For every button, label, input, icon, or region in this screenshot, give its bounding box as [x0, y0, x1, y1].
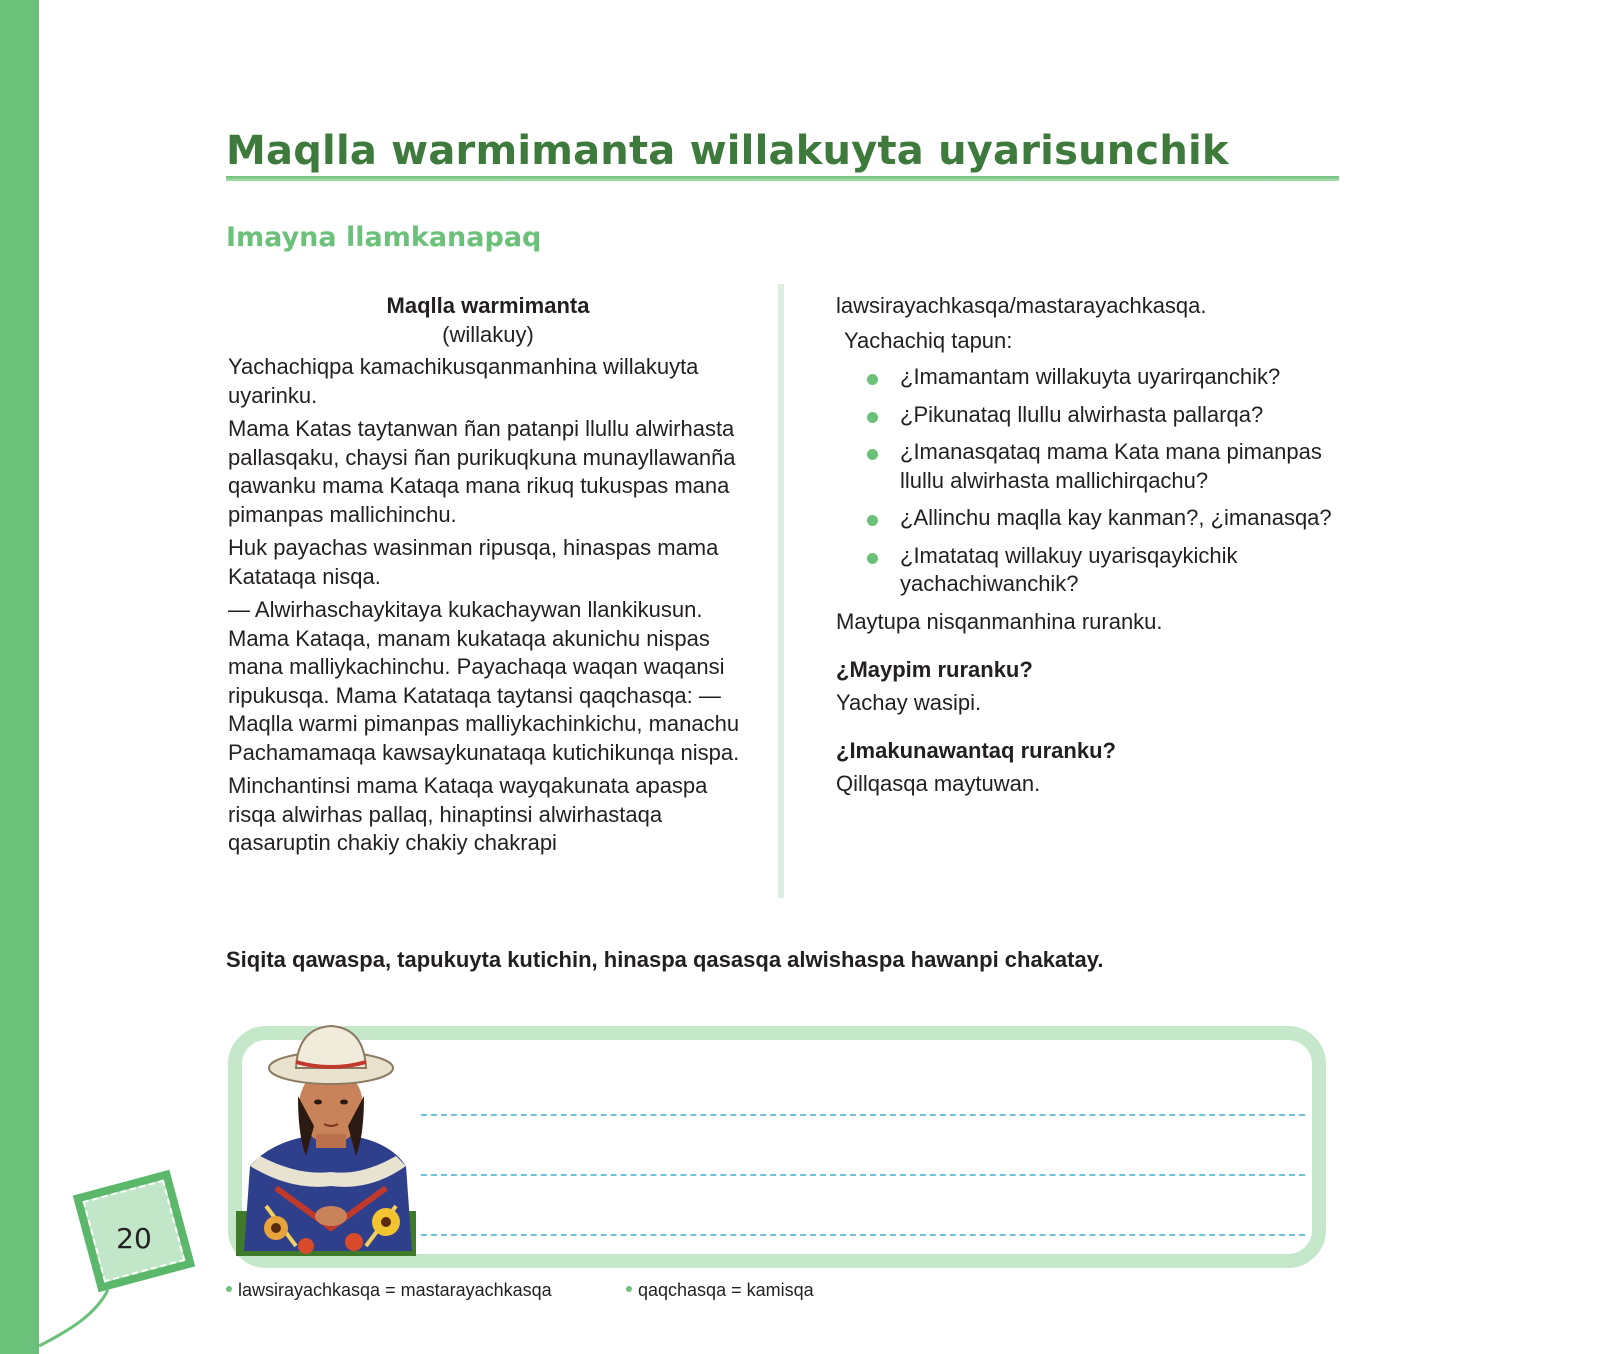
- section-subtitle: Imayna llamkanapaq: [226, 222, 542, 253]
- story-title: Maqlla warmimanta: [386, 293, 590, 318]
- materials-heading: ¿Imakunawantaq ruranku?: [836, 738, 1116, 763]
- questions-intro: Yachachiq tapun:: [844, 327, 1013, 353]
- answer-line-1[interactable]: [421, 1114, 1305, 1116]
- kite-string: [0, 0, 140, 1354]
- story-genre: (willakuy): [442, 321, 534, 347]
- bullet-dot-icon: [626, 1286, 632, 1292]
- story-paragraph: Huk payachas wasinman ripusqa, hinaspas mama Katataqa nisqa.: [228, 535, 719, 589]
- page-number: 20: [116, 1222, 152, 1255]
- where-answer: Yachay wasipi.: [836, 689, 982, 715]
- question-item: ¿Allinchu maqlla kay kanman?, ¿imanasqa?: [900, 504, 1356, 533]
- answer-line-2[interactable]: [421, 1174, 1305, 1176]
- answer-line-3[interactable]: [421, 1234, 1305, 1236]
- column-divider: [778, 284, 784, 898]
- after-questions-text: Maytupa nisqanmanhina ruranku.: [836, 608, 1163, 634]
- glossary-item: [626, 1280, 814, 1301]
- story-continuation: lawsirayachkasqa/mastarayachkasqa.: [836, 293, 1207, 318]
- question-item: ¿Imanasqataq mama Kata mana pimanpas llullu alwirhasta mallichirqachu?: [900, 438, 1356, 495]
- question-item: ¿Imatataq willakuy uyarisqaykichik yachachiwanchik?: [900, 542, 1356, 599]
- page-title: Maqlla warmimanta willakuyta uyarisunchik: [226, 128, 1229, 174]
- activity-column: [836, 292, 1356, 798]
- where-heading: ¿Maypim ruranku?: [836, 657, 1033, 682]
- materials-answer: Qillqasqa maytuwan.: [836, 770, 1041, 796]
- story-paragraph: Minchantinsi mama Kataqa wayqakunata apaspa risqa alwirhas pallaq, hinaptinsi alwirhastaqa qasaruptin chakiy chakiy chakrapi: [228, 773, 708, 855]
- story-column: [228, 292, 748, 863]
- story-paragraph: Yachachiqpa kamachikusqanmanhina willakuyta uyarinku.: [228, 354, 699, 408]
- title-underline: [226, 176, 1339, 181]
- glossary-item: [226, 1280, 552, 1301]
- activity-instruction: Siqita qawaspa, tapukuyta kutichin, hinaspa qasasqa alwishaspa hawanpi chakatay.: [226, 947, 1104, 972]
- glossary-text: qaqchasqa = kamisqa: [638, 1280, 814, 1300]
- story-paragraph: Mama Katas taytanwan ñan patanpi llullu alwirhasta pallasqaku, chaysi ñan purikuqkuna munayllawanña qawanku mama Kataqa mana rikuq tukuspas mana pimanpas mallichinchu.: [228, 416, 736, 527]
- question-item: ¿Imamantam willakuyta uyarirqanchik?: [900, 363, 1356, 392]
- question-item: ¿Pikunataq llullu alwirhasta pallarqa?: [900, 401, 1356, 430]
- story-paragraph: — Alwirhaschaykitaya kukachaywan llankikusun. Mama Kataqa, manam kukataqa akunichu nispas mana malliykachinchu. Payachaqa waqan waqansi ripukusqa. Mama Katataqa taytansi qaqchasqa: —Maqlla warmi pimanpas malliykachinkichu, manachu Pachamamaqa kawsaykunataqa kutichikunqa nispa.: [228, 597, 740, 765]
- question-list: [836, 363, 1356, 599]
- andean-girl-illustration: [236, 1016, 426, 1256]
- bullet-dot-icon: [226, 1286, 232, 1292]
- glossary-text: lawsirayachkasqa = mastarayachkasqa: [238, 1280, 552, 1300]
